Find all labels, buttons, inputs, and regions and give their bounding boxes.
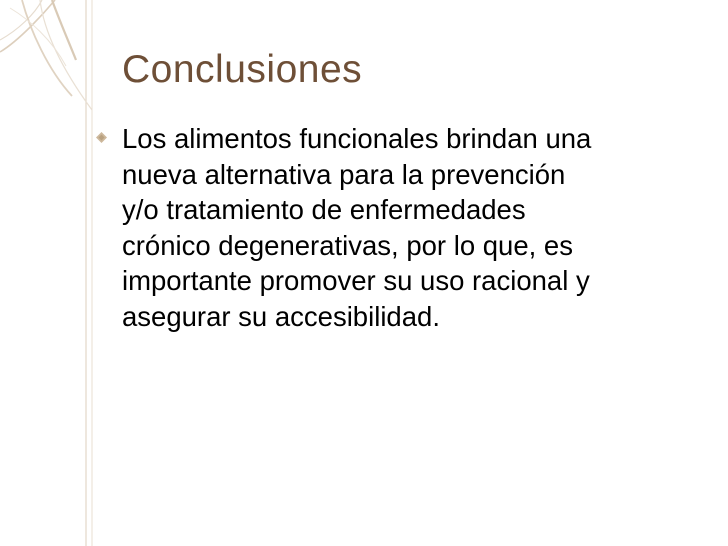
bullet-list [96,121,696,334]
bullet-line: y/o tratamiento de enfermedades [122,194,526,225]
bullet-line: asegurar su accesibilidad. [122,300,440,332]
bullet-line: Los alimentos funcionales brindan una [122,123,592,154]
slide-title: Conclusiones [122,48,363,91]
curve-1 [0,0,55,52]
curve-2 [0,0,42,40]
bullet-line: crónico degenerativas, por lo que, es [122,229,573,261]
bullet-text [122,121,696,334]
curve-3 [22,0,72,96]
bullet-line: importante promover su uso racional y [122,265,590,296]
diamond-bullet-icon [96,132,107,143]
curve-4 [40,0,92,110]
bullet-item [96,121,696,334]
bullet-line: nueva alternativa para la prevención [122,158,566,190]
